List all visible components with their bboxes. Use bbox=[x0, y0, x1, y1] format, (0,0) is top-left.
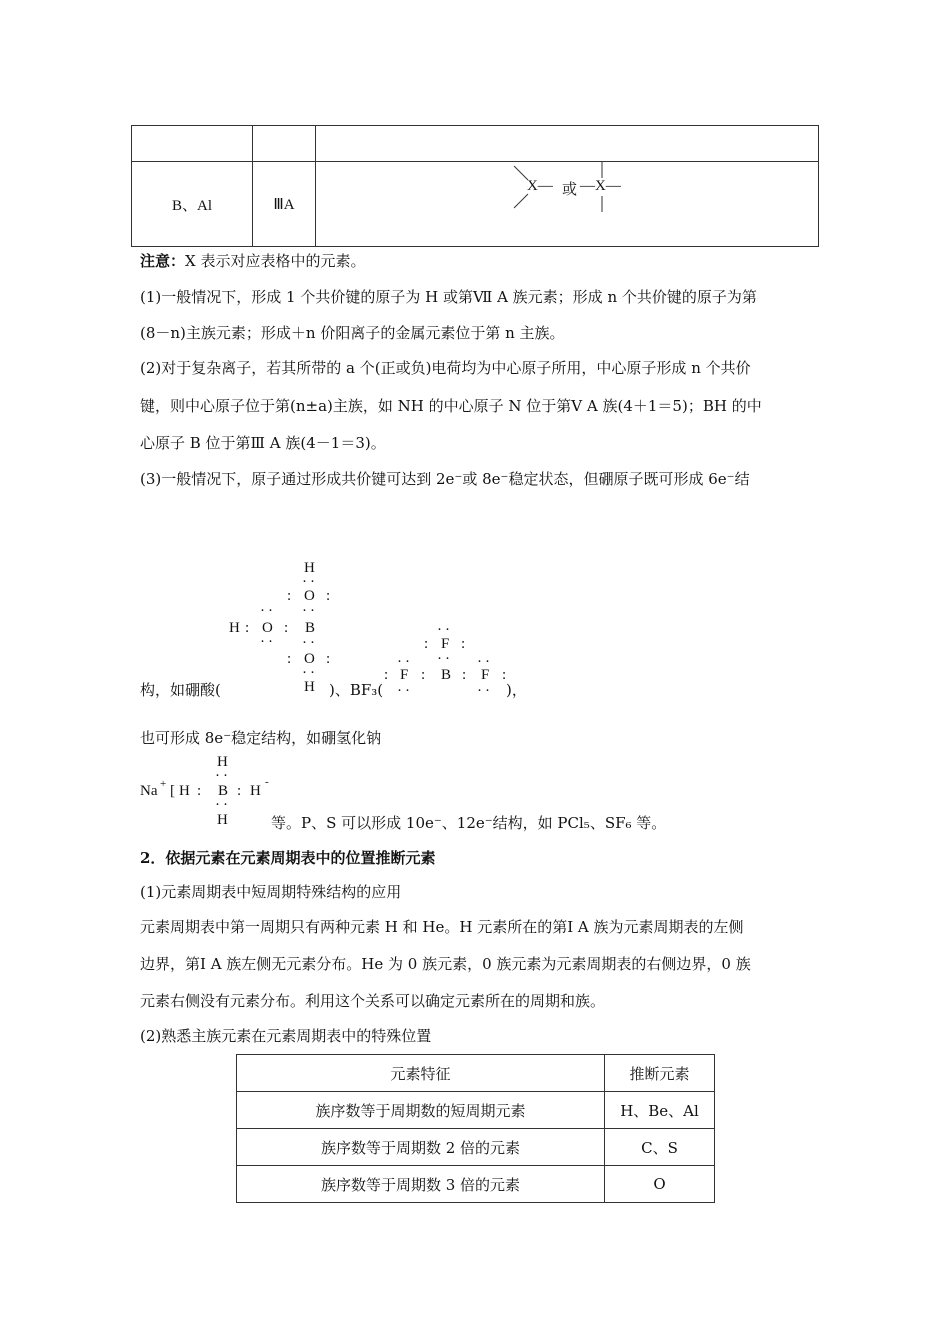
para3-line4: 等。P、S 可以形成 10e⁻、12e⁻结构，如 PCl₅、SF₆ 等。 bbox=[271, 814, 667, 832]
table-row bbox=[237, 1092, 715, 1129]
section2-text2: 边界，第Ⅰ A 族左侧无元素分布。He 为 0 族元素，0 族元素为元素周期表的右侧边界，0 族 bbox=[140, 955, 751, 973]
para2-line1: (2)对于复杂离子，若其所带的 a 个(正或负)电荷均为中心原子所用，中心原子形成 n 个共价 bbox=[140, 359, 751, 377]
atom-h: H bbox=[179, 783, 190, 799]
para3-line2-pre: 构，如硼酸( bbox=[140, 681, 221, 699]
element-position-table bbox=[236, 1054, 715, 1203]
para2-line3: 心原子 B 位于第Ⅲ A 族(4－1＝3)。 bbox=[140, 434, 386, 452]
para3-line1: (3)一般情况下，原子通过形成共价键可达到 2e⁻或 8e⁻稳定状态，但硼原子既可形成 6e⁻结 bbox=[140, 470, 750, 488]
atom-o: O bbox=[304, 588, 315, 604]
electron-dots: ·· bbox=[437, 622, 453, 638]
atom-b: B bbox=[305, 620, 316, 636]
structure-table bbox=[131, 125, 819, 247]
electron-dots: : bbox=[197, 783, 202, 799]
section2-heading: 2．依据元素在元素周期表中的位置推断元素 bbox=[140, 849, 436, 867]
electron-dots: ·· bbox=[302, 665, 318, 681]
electron-dots: ·· bbox=[215, 768, 231, 784]
electron-dots: : bbox=[284, 620, 289, 636]
table-cell: H、Be、Al bbox=[605, 1092, 715, 1129]
section2-text1: 元素周期表中第一周期只有两种元素 H 和 He。H 元素所在的第Ⅰ A 族为元素周期表的左侧 bbox=[140, 918, 744, 936]
electron-dots: ·· bbox=[260, 634, 276, 650]
electron-dots: ·· bbox=[260, 603, 276, 619]
bond-line bbox=[514, 194, 528, 208]
note bbox=[140, 250, 365, 271]
electron-dots: ·· bbox=[302, 635, 318, 651]
atom-h: H bbox=[304, 679, 315, 695]
atom-b: B bbox=[441, 667, 452, 683]
column-header: 元素特征 bbox=[237, 1055, 605, 1092]
table-row bbox=[237, 1129, 715, 1166]
electron-dots: : bbox=[421, 667, 426, 683]
table-header-row bbox=[237, 1055, 715, 1092]
electron-dots: : bbox=[424, 636, 429, 652]
anion-charge: - bbox=[265, 776, 269, 788]
table-cell bbox=[253, 126, 316, 162]
table-row bbox=[132, 162, 819, 247]
electron-dots: : bbox=[326, 588, 331, 604]
table-cell bbox=[316, 126, 819, 162]
atom-h: H bbox=[217, 754, 228, 770]
table-row bbox=[237, 1166, 715, 1203]
electron-dots: ·· bbox=[302, 574, 318, 590]
para2-line2: 键，则中心原子位于第(n±a)主族，如 NH 的中心原子 N 位于第Ⅴ A 族(4＋1＝5)；BH 的中 bbox=[140, 397, 762, 415]
atom-f: F bbox=[400, 667, 409, 683]
electron-dots: : bbox=[287, 588, 292, 604]
table-cell: 族序数等于周期数的短周期元素 bbox=[237, 1092, 605, 1129]
group-cell: ⅢA bbox=[253, 162, 316, 247]
atom-h: H bbox=[304, 560, 315, 576]
para3-line3: 也可形成 8e⁻稳定结构，如硼氢化钠 bbox=[140, 729, 382, 747]
section2-sub2: (2)熟悉主族元素在元素周期表中的特殊位置 bbox=[140, 1027, 432, 1045]
electron-dots: : bbox=[384, 667, 389, 683]
electron-dots: : bbox=[502, 667, 507, 683]
atom-b: B bbox=[218, 783, 229, 799]
para1-line2: (8－n)主族元素；形成＋n 价阳离子的金属元素位于第 n 主族。 bbox=[140, 324, 565, 342]
note-text: X 表示对应表格中的元素。 bbox=[185, 252, 366, 270]
table-cell: 族序数等于周期数 3 倍的元素 bbox=[237, 1166, 605, 1203]
atom-o: O bbox=[262, 620, 273, 636]
electron-dots: : bbox=[461, 636, 466, 652]
structure-b: —X— bbox=[580, 178, 621, 194]
electron-dots: : bbox=[462, 667, 467, 683]
electron-dots: ·· bbox=[477, 683, 493, 699]
column-header: 推断元素 bbox=[605, 1055, 715, 1092]
atom-f: F bbox=[441, 636, 450, 652]
electron-dots: : bbox=[326, 651, 331, 667]
electron-dots: : bbox=[287, 651, 292, 667]
table-row bbox=[132, 126, 819, 162]
table-cell: O bbox=[605, 1166, 715, 1203]
electron-dots: ·· bbox=[215, 797, 231, 813]
atom-o: O bbox=[304, 651, 315, 667]
section2-text3: 元素右侧没有元素分布。利用这个关系可以确定元素所在的周期和族。 bbox=[140, 992, 606, 1010]
electron-dots: ·· bbox=[477, 654, 493, 670]
note-label: 注意： bbox=[140, 252, 186, 270]
para1-line1: (1)一般情况下，形成 1 个共价键的原子为 H 或第Ⅶ A 族元素；形成 n 个共价键的原子为第 bbox=[140, 288, 757, 306]
electron-dots: ·· bbox=[302, 603, 318, 619]
table-cell: C、S bbox=[605, 1129, 715, 1166]
bracket: [ bbox=[170, 783, 175, 799]
electron-dots: ·· bbox=[397, 683, 413, 699]
electron-dots: : bbox=[245, 620, 250, 636]
table-cell: 族序数等于周期数 2 倍的元素 bbox=[237, 1129, 605, 1166]
atom-h: H bbox=[229, 620, 240, 636]
sodium: Na bbox=[140, 783, 158, 799]
cation-charge: + bbox=[160, 778, 167, 790]
structure-or: 或 bbox=[562, 182, 578, 198]
electron-dots: ·· bbox=[397, 654, 413, 670]
electron-dots: : bbox=[237, 783, 242, 799]
section2-sub1: (1)元素周期表中短周期特殊结构的应用 bbox=[140, 883, 402, 901]
structure-cell bbox=[316, 162, 819, 247]
atom-h: H bbox=[217, 812, 228, 828]
para3-line2-mid: )、BF₃( bbox=[329, 681, 384, 699]
elements-cell: B、Al bbox=[132, 162, 253, 247]
structure-a: X— bbox=[527, 178, 553, 194]
table-cell bbox=[132, 126, 253, 162]
electron-dots: ·· bbox=[437, 651, 453, 667]
atom-h: H bbox=[250, 783, 261, 799]
atom-f: F bbox=[481, 667, 490, 683]
para3-line2-end: )， bbox=[506, 681, 527, 699]
bond-line bbox=[514, 166, 528, 180]
